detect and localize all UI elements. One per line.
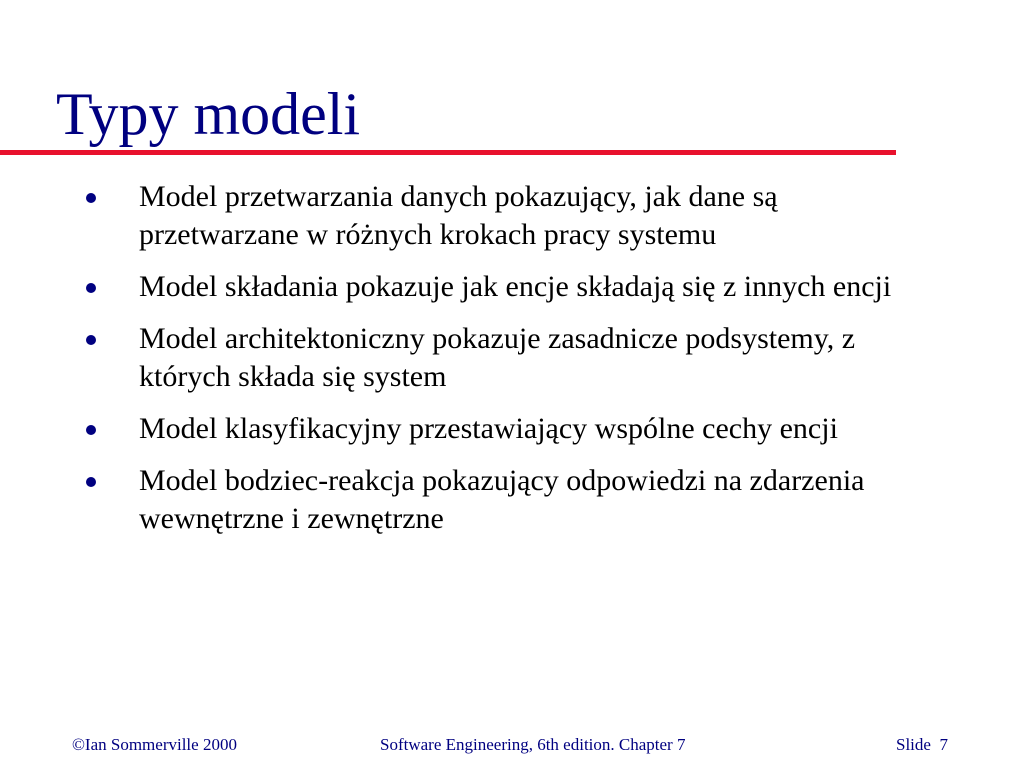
bullet-text: Model składania pokazuje jak encje składają się z innych encji: [139, 270, 892, 303]
bullet-text: Model przetwarzania danych pokazujący, jak dane są przetwarzane w różnych krokach pracy systemu: [139, 180, 778, 251]
slide-title: Typy modeli: [56, 81, 361, 147]
bullet-list: [0, 178, 1024, 552]
footer-course-title: Software Engineering, 6th edition. Chapter 7: [380, 735, 686, 754]
bullet-text: Model architektoniczny pokazuje zasadnicze podsystemy, z których składa się system: [139, 322, 856, 393]
bullet-item: [0, 178, 939, 254]
bullet-dot-icon: [86, 335, 96, 345]
bullet-dot-icon: [86, 477, 96, 487]
footer-slide-number: Slide 7: [896, 735, 948, 754]
bullet-text: Model bodziec-reakcja pokazujący odpowiedzi na zdarzenia wewnętrzne i zewnętrzne: [139, 464, 865, 535]
bullet-dot-icon: [86, 193, 96, 203]
bullet-item: [0, 410, 939, 448]
footer-copyright: ©Ian Sommerville 2000: [72, 735, 237, 754]
bullet-item: [0, 268, 939, 306]
bullet-text: Model klasyfikacyjny przestawiający wspólne cechy encji: [139, 412, 838, 445]
bullet-item: [0, 320, 939, 396]
bullet-dot-icon: [86, 425, 96, 435]
bullet-item: [0, 462, 939, 538]
title-underline: [0, 150, 896, 155]
bullet-dot-icon: [86, 283, 96, 293]
